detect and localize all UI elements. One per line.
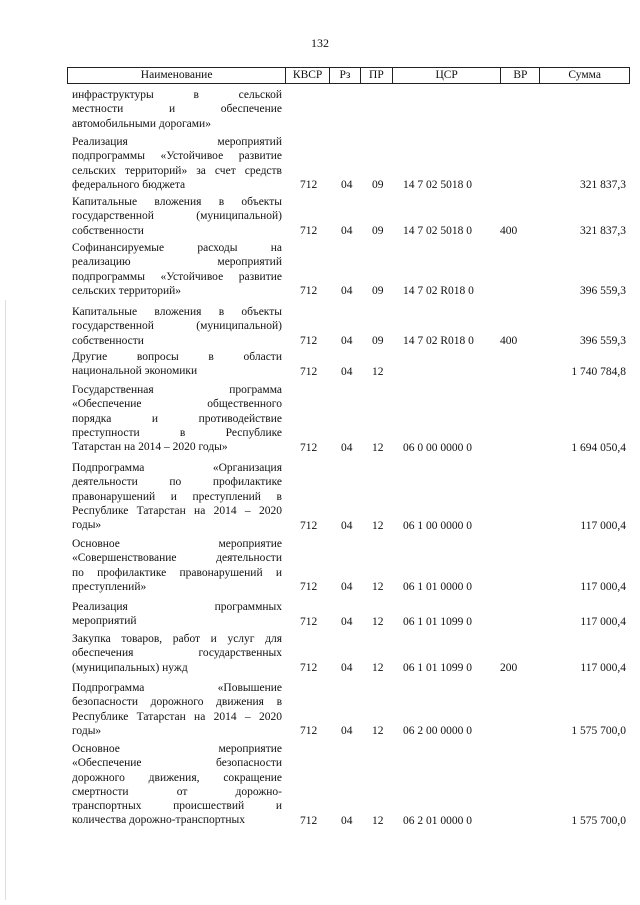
row-name-line: порядка и противодействие bbox=[72, 412, 282, 425]
cell-rz: 04 bbox=[341, 334, 353, 347]
cell-kvsr: 712 bbox=[300, 285, 318, 298]
cell-pr: 09 bbox=[372, 334, 384, 347]
cell-kvsr: 712 bbox=[300, 661, 318, 674]
table-row bbox=[0, 600, 640, 629]
cell-kvsr: 712 bbox=[300, 224, 318, 237]
cell-rz: 04 bbox=[341, 661, 353, 674]
row-name-line: Подпрограмма «Повышение bbox=[72, 682, 282, 694]
cell-pr: 12 bbox=[372, 615, 384, 628]
row-name bbox=[72, 600, 282, 629]
cell-rz: 04 bbox=[341, 615, 353, 628]
row-name bbox=[72, 135, 282, 192]
cell-rz: 04 bbox=[341, 725, 353, 738]
row-name-line: мероприятий bbox=[72, 615, 137, 628]
header-vr: ВР bbox=[501, 68, 540, 83]
table-row bbox=[0, 135, 640, 192]
row-name-line: безопасности дорожного движения в bbox=[72, 696, 282, 709]
header-pr: ПР bbox=[361, 68, 393, 83]
cell-kvsr: 712 bbox=[300, 365, 318, 378]
cell-rz: 04 bbox=[341, 365, 353, 378]
cell-kvsr: 712 bbox=[300, 725, 318, 738]
cell-rz: 04 bbox=[341, 179, 353, 192]
cell-csr: 14 7 02 R018 0 bbox=[403, 285, 474, 298]
cell-kvsr: 712 bbox=[300, 615, 318, 628]
row-name-line: дорожного движения, сокращение bbox=[72, 771, 282, 784]
cell-vr: 200 bbox=[500, 661, 518, 674]
cell-csr: 14 7 02 R018 0 bbox=[403, 334, 474, 347]
row-name-line: инфраструктуры в сельской bbox=[72, 89, 282, 101]
row-name-line: Государственная программа bbox=[72, 384, 282, 396]
cell-pr: 12 bbox=[372, 581, 384, 594]
row-name bbox=[72, 383, 282, 454]
row-name-line: реализацию мероприятий bbox=[72, 256, 282, 269]
table-header bbox=[67, 67, 630, 84]
table-row bbox=[0, 681, 640, 738]
page-number: 132 bbox=[311, 36, 329, 50]
table-row bbox=[0, 241, 640, 298]
row-name-line: сельских территорий» bbox=[72, 284, 182, 297]
row-name-line: «Обеспечение безопасности bbox=[72, 757, 282, 770]
row-name-line: количества дорожно-транспортных bbox=[72, 814, 245, 827]
cell-sum: 321 837,3 bbox=[580, 179, 626, 192]
header-sum: Сумма bbox=[568, 69, 601, 81]
row-name-line: Основное мероприятие bbox=[72, 743, 282, 755]
row-name-line: (муниципальных) нужд bbox=[72, 661, 188, 674]
row-name-line: годы» bbox=[72, 519, 102, 532]
cell-kvsr: 712 bbox=[300, 519, 318, 532]
cell-csr: 14 7 02 5018 0 bbox=[403, 179, 472, 192]
cell-csr: 06 1 01 0000 0 bbox=[403, 581, 472, 594]
cell-pr: 12 bbox=[372, 814, 384, 827]
row-name-line: обеспечения государственных bbox=[72, 647, 282, 660]
row-name-line: подпрограммы «Устойчивое развитие bbox=[72, 270, 282, 283]
row-name-line: транспортных происшествий и bbox=[72, 800, 282, 813]
row-name bbox=[72, 241, 282, 298]
cell-pr: 12 bbox=[372, 365, 384, 378]
cell-sum: 321 837,3 bbox=[580, 224, 626, 237]
row-name-line: Капитальные вложения в объекты bbox=[72, 196, 282, 208]
cell-csr: 06 2 01 0000 0 bbox=[403, 814, 472, 827]
row-name bbox=[72, 305, 282, 348]
scan-margin-line bbox=[5, 300, 6, 900]
cell-rz: 04 bbox=[341, 441, 353, 454]
row-name bbox=[72, 681, 282, 738]
cell-pr: 09 bbox=[372, 285, 384, 298]
cell-sum: 1 694 050,4 bbox=[571, 441, 626, 454]
row-name-line: смертности от дорожно- bbox=[72, 785, 282, 798]
cell-sum: 1 740 784,8 bbox=[571, 365, 626, 378]
row-name-line: государственной (муниципальной) bbox=[72, 210, 282, 223]
table-row bbox=[0, 742, 640, 828]
cell-kvsr: 712 bbox=[300, 581, 318, 594]
row-name-line: сельских территорий» за счет средств bbox=[72, 164, 282, 177]
row-name-line: Подпрограмма «Организация bbox=[72, 462, 282, 474]
header-csr: ЦСР bbox=[393, 68, 502, 83]
row-name-line: Основное мероприятие bbox=[72, 538, 282, 550]
row-name-line: собственности bbox=[72, 224, 144, 237]
row-name bbox=[72, 632, 282, 675]
row-name-line: федерального бюджета bbox=[72, 178, 186, 191]
header-name: Наименование bbox=[68, 68, 286, 83]
row-name-line: Татарстан на 2014 – 2020 годы» bbox=[72, 441, 228, 454]
cell-kvsr: 712 bbox=[300, 814, 318, 827]
row-name-line: Республике Татарстан на 2014 – 2020 bbox=[72, 504, 282, 517]
cell-vr: 400 bbox=[500, 224, 518, 237]
cell-pr: 09 bbox=[372, 179, 384, 192]
row-name-line: автомобильными дорогами» bbox=[72, 117, 211, 130]
row-name-line: Капитальные вложения в объекты bbox=[72, 306, 282, 318]
cell-pr: 12 bbox=[372, 661, 384, 674]
row-name bbox=[72, 350, 282, 379]
cell-pr: 09 bbox=[372, 224, 384, 237]
cell-kvsr: 712 bbox=[300, 179, 318, 192]
table-row bbox=[0, 88, 640, 131]
row-name-line: Республике Татарстан на 2014 – 2020 bbox=[72, 710, 282, 723]
cell-kvsr: 712 bbox=[300, 334, 318, 347]
cell-sum: 117 000,4 bbox=[580, 519, 626, 532]
row-name-line: по профилактике правонарушений и bbox=[72, 566, 282, 579]
row-name-line: годы» bbox=[72, 724, 102, 737]
header-rz: Рз bbox=[330, 68, 361, 83]
row-name-line: национальной экономики bbox=[72, 365, 198, 378]
cell-sum: 396 559,3 bbox=[580, 285, 626, 298]
table-row bbox=[0, 305, 640, 348]
cell-csr: 06 1 01 1099 0 bbox=[403, 615, 472, 628]
row-name-line: «Обеспечение общественного bbox=[72, 398, 282, 411]
row-name-line: государственной (муниципальной) bbox=[72, 320, 282, 333]
header-kvsr: КВСР bbox=[286, 68, 330, 83]
cell-csr: 06 1 00 0000 0 bbox=[403, 519, 472, 532]
row-name bbox=[72, 742, 282, 828]
row-name-line: Софинансируемые расходы на bbox=[72, 242, 282, 254]
cell-rz: 04 bbox=[341, 285, 353, 298]
cell-rz: 04 bbox=[341, 224, 353, 237]
cell-pr: 12 bbox=[372, 441, 384, 454]
cell-sum: 1 575 700,0 bbox=[571, 814, 626, 827]
row-name bbox=[72, 195, 282, 238]
table-row bbox=[0, 632, 640, 675]
row-name bbox=[72, 88, 282, 131]
table-row bbox=[0, 461, 640, 533]
cell-csr: 14 7 02 5018 0 bbox=[403, 224, 472, 237]
table-row bbox=[0, 537, 640, 594]
row-name-line: преступности в Республике bbox=[72, 426, 282, 439]
row-name-line: правонарушений и преступлений в bbox=[72, 490, 282, 503]
row-name-line: местности и обеспечение bbox=[72, 103, 282, 116]
cell-pr: 12 bbox=[372, 725, 384, 738]
cell-sum: 117 000,4 bbox=[580, 581, 626, 594]
row-name-line: собственности bbox=[72, 334, 144, 347]
cell-csr: 06 2 00 0000 0 bbox=[403, 725, 472, 738]
row-name-line: Реализация программных bbox=[72, 601, 282, 613]
cell-pr: 12 bbox=[372, 519, 384, 532]
cell-sum: 396 559,3 bbox=[580, 334, 626, 347]
row-name-line: Закупка товаров, работ и услуг для bbox=[72, 633, 282, 645]
row-name-line: деятельности по профилактике bbox=[72, 476, 282, 489]
row-name-line: преступлений» bbox=[72, 580, 147, 593]
cell-rz: 04 bbox=[341, 581, 353, 594]
cell-csr: 06 1 01 1099 0 bbox=[403, 661, 472, 674]
row-name bbox=[72, 537, 282, 594]
cell-csr: 06 0 00 0000 0 bbox=[403, 441, 472, 454]
row-name-line: Другие вопросы в области bbox=[72, 351, 282, 363]
cell-sum: 117 000,4 bbox=[580, 615, 626, 628]
cell-rz: 04 bbox=[341, 814, 353, 827]
cell-sum: 117 000,4 bbox=[580, 661, 626, 674]
table-row bbox=[0, 383, 640, 455]
row-name bbox=[72, 461, 282, 532]
cell-vr: 400 bbox=[500, 334, 518, 347]
cell-kvsr: 712 bbox=[300, 441, 318, 454]
row-name-line: Реализация мероприятий bbox=[72, 136, 282, 148]
row-name-line: «Совершенствование деятельности bbox=[72, 552, 282, 565]
table-row bbox=[0, 195, 640, 238]
cell-rz: 04 bbox=[341, 519, 353, 532]
row-name-line: подпрограммы «Устойчивое развитие bbox=[72, 150, 282, 163]
table-row bbox=[0, 350, 640, 379]
cell-sum: 1 575 700,0 bbox=[571, 725, 626, 738]
